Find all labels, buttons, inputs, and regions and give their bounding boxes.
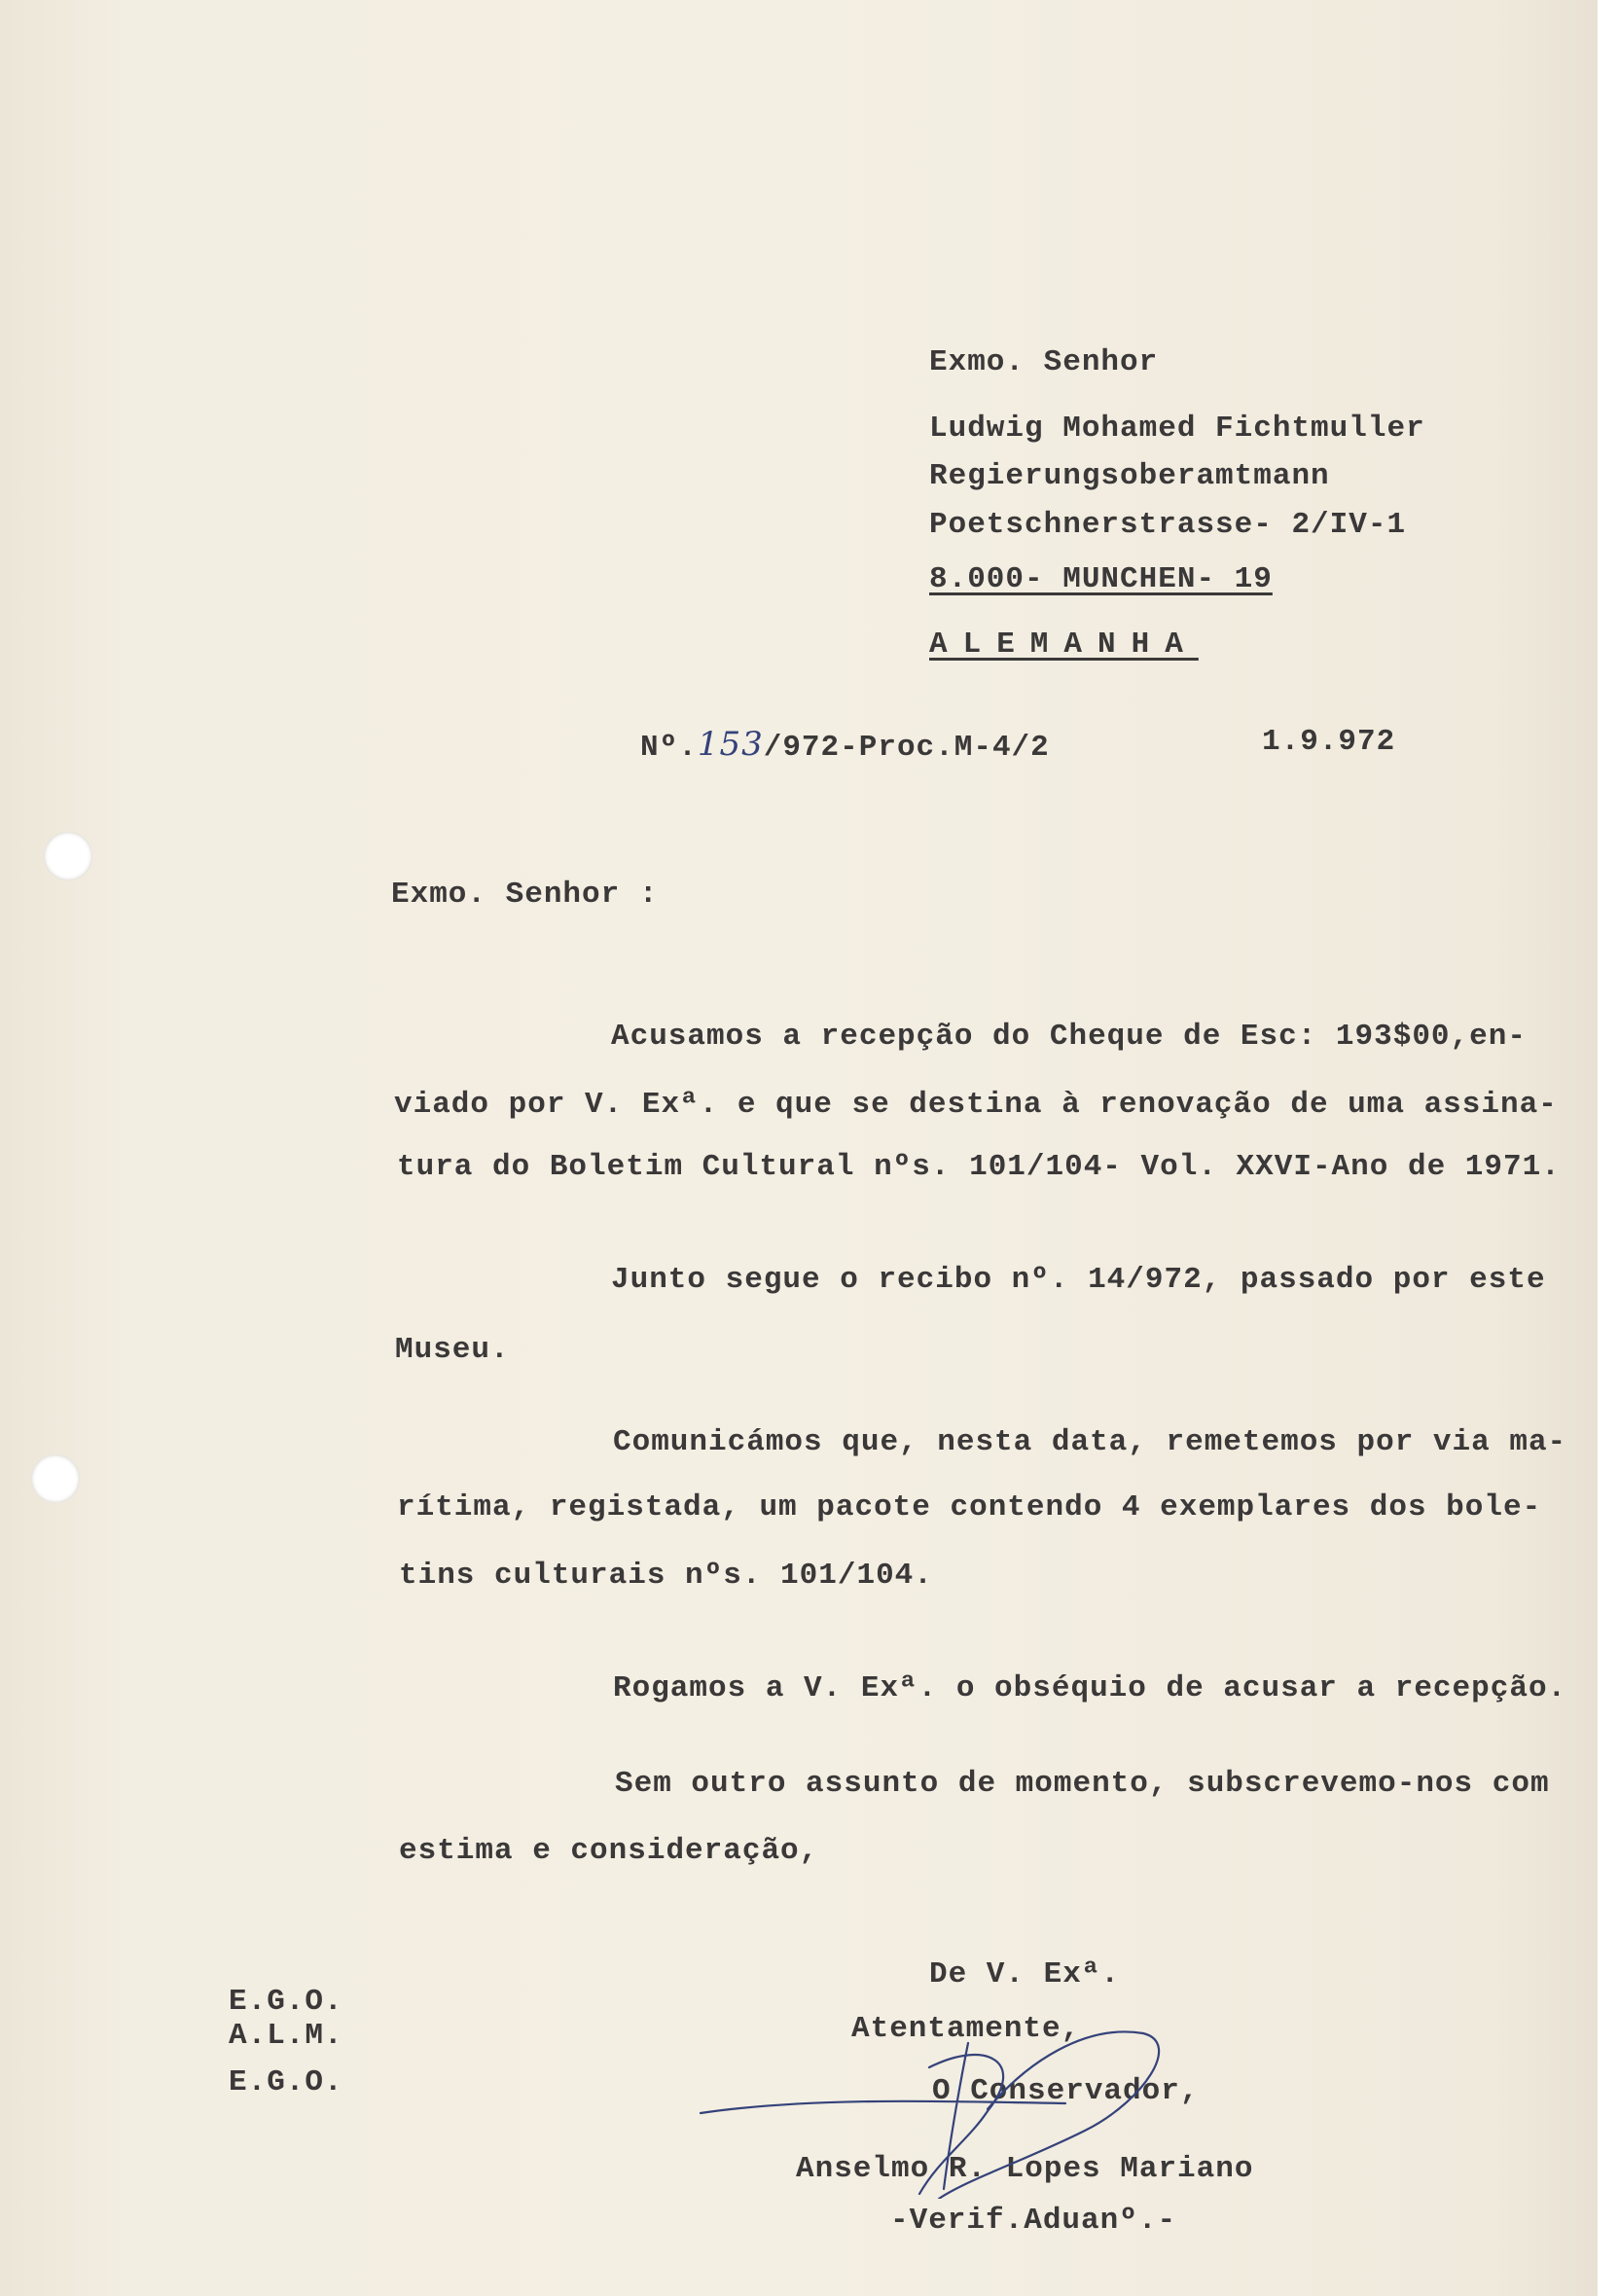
signature-scribble [696, 2004, 1182, 2199]
recipient-country: ALEMANHA [929, 628, 1199, 662]
reference-number [640, 725, 1050, 765]
punch-hole-bottom [31, 1454, 80, 1503]
greeting: Exmo. Senhor : [391, 878, 659, 912]
recipient-salutation: Exmo. Senhor [929, 345, 1159, 379]
letter-date: 1.9.972 [1262, 725, 1396, 759]
body-line: Museu. [395, 1333, 510, 1367]
signatory-role: -Verif.Aduanº.- [890, 2204, 1177, 2238]
body-line: Comunicámos que, nesta data, remetemos por via ma- [613, 1425, 1567, 1459]
body-line: tura do Boletim Cultural nºs. 101/104- Vol. XXVI-Ano de 1971. [397, 1150, 1561, 1184]
initials-line: E.G.O. [229, 1985, 343, 2019]
body-line: Sem outro assunto de momento, subscrevemo-nos com [615, 1767, 1550, 1801]
body-line: tins culturais nºs. 101/104. [399, 1559, 933, 1593]
recipient-city: 8.000- MUNCHEN- 19 [929, 562, 1273, 596]
recipient-title: Regierungsoberamtmann [929, 459, 1330, 493]
signatory-name: Anselmo R. Lopes Mariano [796, 2152, 1254, 2186]
punch-hole-top [44, 832, 92, 880]
closing-line-3: O Conservador, [932, 2074, 1200, 2108]
body-line: Acusamos a recepção do Cheque de Esc: 193$00,en- [611, 1020, 1527, 1054]
reference-suffix: /972-Proc.M-4/2 [763, 731, 1050, 765]
initials-line: E.G.O. [229, 2065, 343, 2099]
body-line: rítima, registada, um pacote contendo 4 exemplares dos bole- [397, 1490, 1542, 1525]
body-line: Junto segue o recibo nº. 14/972, passado por este [611, 1263, 1546, 1297]
closing-line-1: De V. Exª. [929, 1957, 1121, 1991]
body-line: Rogamos a V. Exª. o obséquio de acusar a recepção. [613, 1671, 1567, 1705]
body-line: estima e consideração, [399, 1834, 819, 1868]
body-line: viado por V. Exª. e que se destina à renovação de uma assina- [394, 1088, 1558, 1122]
closing-line-2: Atentamente, [851, 2012, 1081, 2046]
recipient-name: Ludwig Mohamed Fichtmuller [929, 412, 1425, 446]
handwritten-number: 153 [697, 725, 764, 764]
initials-line: A.L.M. [229, 2019, 343, 2053]
recipient-street: Poetschnerstrasse- 2/IV-1 [929, 508, 1407, 542]
reference-prefix: Nº. [640, 731, 698, 765]
